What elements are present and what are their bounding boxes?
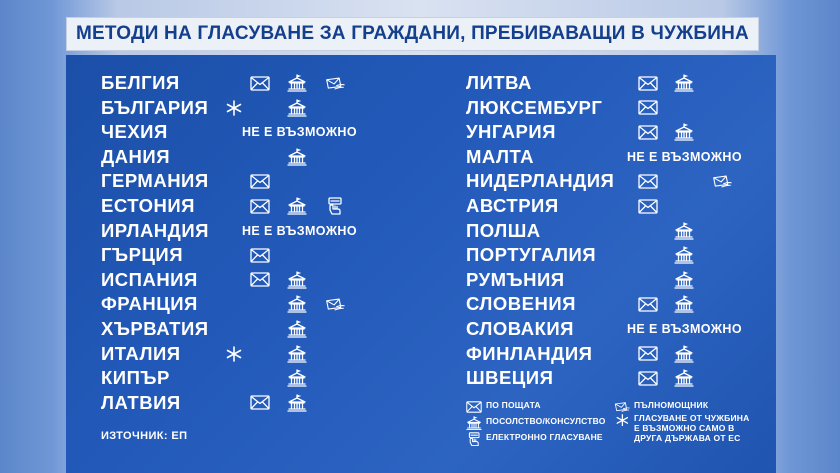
not-possible-label: НЕ Е ВЪЗМОЖНО [627,322,742,336]
legend-proxy [614,400,764,414]
embassy-building-icon [466,416,482,430]
country-name: ДАНИЯ [101,145,170,167]
legend-embassy [466,416,616,430]
country-row [0,195,840,217]
embassy-building-icon [287,394,307,412]
not-possible-label: НЕ Е ВЪЗМОЖНО [627,149,742,164]
country-name: ЕСТОНИЯ [101,195,195,216]
embassy-building-icon [674,271,694,289]
envelope-icon [638,369,658,387]
legend-label: ПЪЛНОМОЩНИК [634,400,709,410]
embassy-building-icon [674,369,694,387]
legend-label: ЕЛЕКТРОННО ГЛАСУВАНЕ [486,432,603,442]
envelope-icon [638,172,658,190]
country-row [0,269,840,291]
legend-label: Е ВЪЗМОЖНО САМО В [634,423,735,433]
title-bar [66,17,759,51]
country-row [0,170,840,192]
country-name: ИРЛАНДИЯ [101,219,209,241]
country-row [0,220,840,242]
country-row [0,146,840,168]
legend-mail [466,400,616,414]
legend-label: ПО ПОЩАТА [486,400,541,410]
asterisk-icon [614,413,630,427]
embassy-building-icon [674,246,694,264]
embassy-building-icon [674,123,694,141]
country-name: СЛОВЕНИЯ [466,293,576,315]
country-row [0,72,840,94]
legend-electronic [466,432,616,446]
country-name: ШВЕЦИЯ [466,367,554,389]
envelope-icon [638,74,658,92]
envelope-icon [638,295,658,313]
country-name: УНГАРИЯ [466,121,556,143]
country-name: ЛАТВИЯ [101,391,181,413]
country-name: РУМЪНИЯ [466,268,565,290]
page-title: МЕТОДИ НА ГЛАСУВАНЕ ЗА ГРАЖДАНИ, ПРЕБИВАВАЩИ В ЧУЖБИНА [76,23,749,44]
country-name: ИСПАНИЯ [101,268,198,290]
country-name: ПОЛША [466,219,541,241]
country-name: БЪЛГАРИЯ [101,96,209,118]
country-row [0,367,840,389]
country-name: ФРАНЦИЯ [101,293,198,315]
embassy-building-icon [674,74,694,92]
legend-abroad-only [614,413,764,447]
country-name: ПОРТУГАЛИЯ [466,244,597,266]
country-name: СЛОВАКИЯ [466,318,574,339]
not-possible-label: НЕ Е ВЪЗМОЖНО [242,125,357,140]
envelope-icon [466,400,482,414]
proxy-envelope-icon [712,172,732,190]
envelope-icon [638,197,658,215]
country-row [0,318,840,340]
country-row [0,97,840,119]
country-name: МАЛТА [466,145,534,167]
legend-label: ДРУГА ДЪРЖАВА ОТ ЕС [634,433,741,443]
country-name: АВСТРИЯ [466,195,559,216]
country-row [0,244,840,266]
country-name: НИДЕРЛАНДИЯ [466,170,615,192]
country-name: КИПЪР [101,367,170,389]
country-name: ГЪРЦИЯ [101,244,184,266]
envelope-icon [638,99,658,117]
electronic-vote-icon [466,432,482,446]
legend-label: ПОСОЛСТВО/КОНСУЛСТВО [486,416,606,426]
country-row [0,121,840,143]
legend-label: ГЛАСУВАНЕ ОТ ЧУЖБИНА [634,413,750,423]
not-possible-label: НЕ Е ВЪЗМОЖНО [242,223,357,238]
country-row [0,343,840,365]
country-row [0,293,840,315]
country-name: ХЪРВАТИЯ [101,318,209,339]
country-name: ЛЮКСЕМБУРГ [466,96,603,118]
country-name: ФИНЛАНДИЯ [466,342,593,364]
envelope-icon [250,394,270,412]
embassy-building-icon [674,295,694,313]
country-name: ЧЕХИЯ [101,121,168,143]
country-name: БЕЛГИЯ [101,72,180,93]
country-name: ГЕРМАНИЯ [101,170,209,192]
embassy-building-icon [674,222,694,240]
envelope-icon [638,123,658,141]
country-name: ИТАЛИЯ [101,342,181,364]
proxy-envelope-icon [614,400,630,414]
envelope-icon [638,345,658,363]
source-note: ИЗТОЧНИК: ЕП [101,430,188,442]
country-name: ЛИТВА [466,72,532,93]
embassy-building-icon [674,345,694,363]
